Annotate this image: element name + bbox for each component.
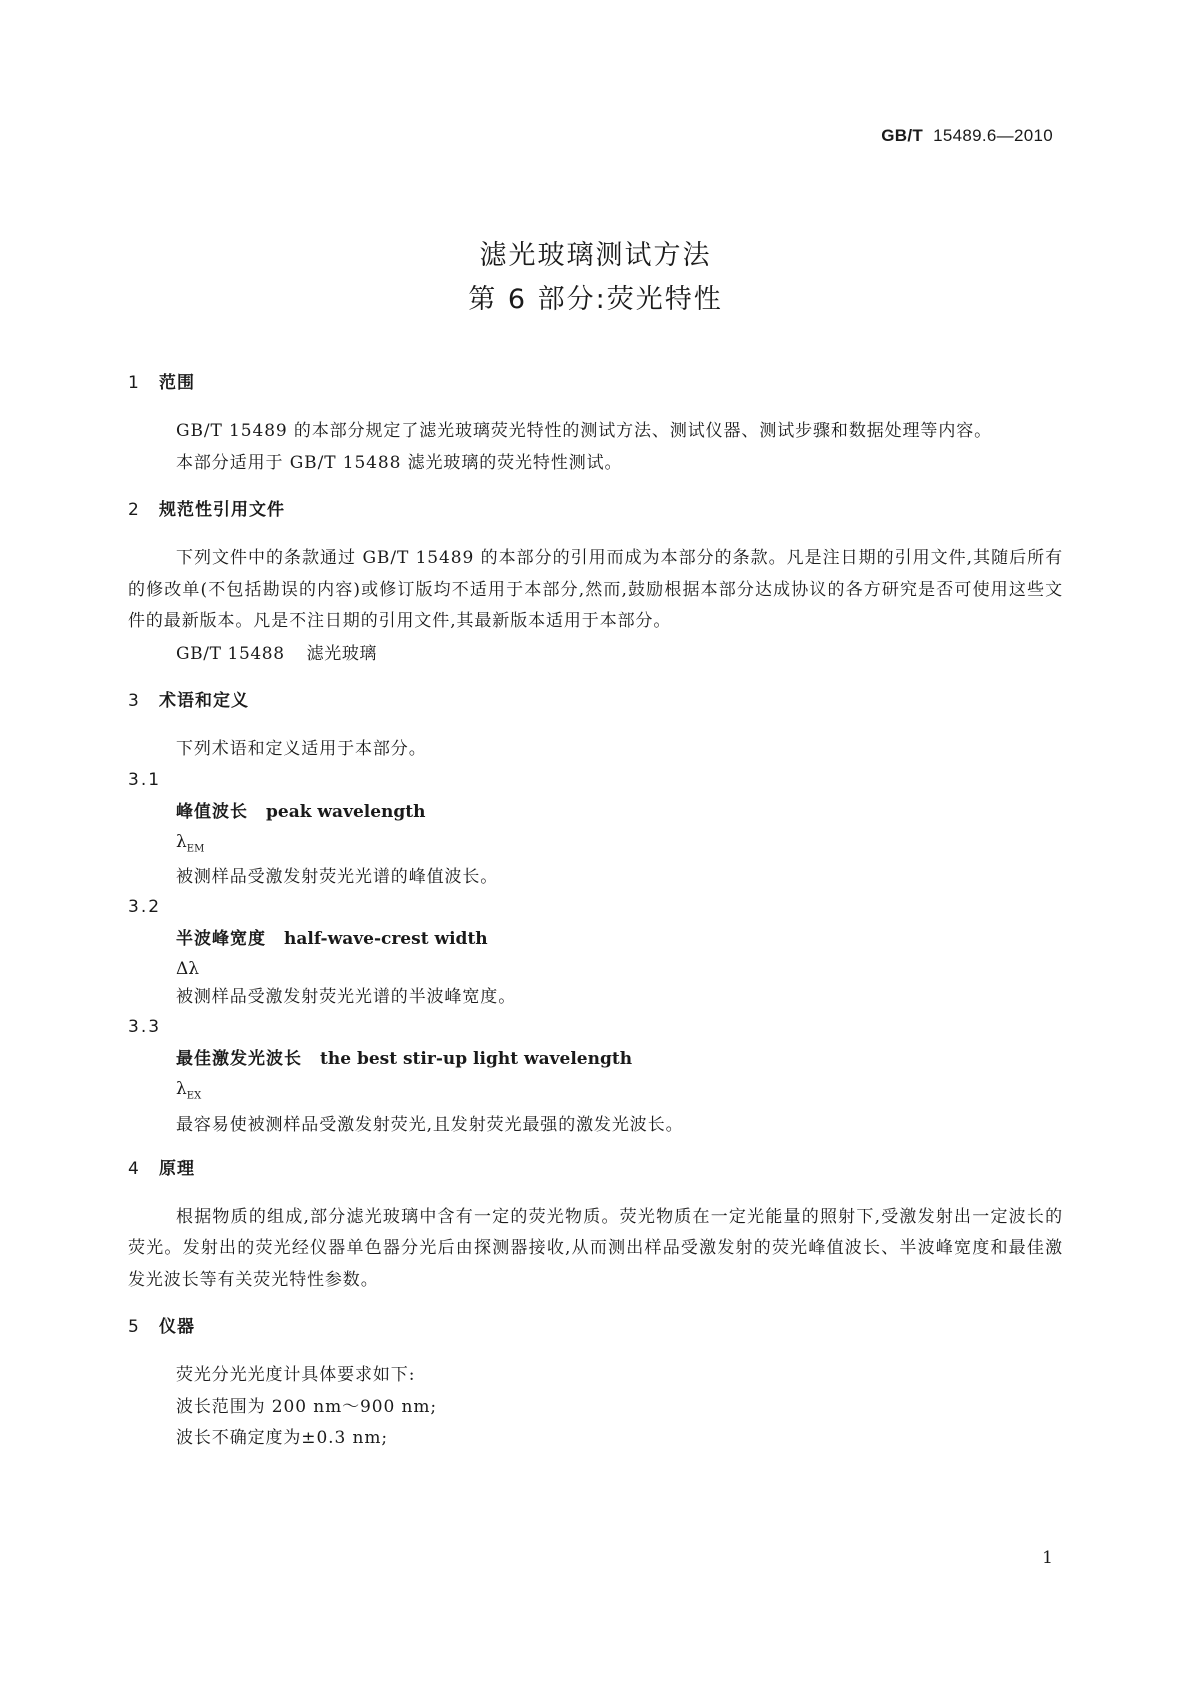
- section-principle: [128, 1158, 1063, 1297]
- standard-number-header: [881, 126, 1053, 146]
- term-number: 3.1: [128, 770, 162, 790]
- paragraph: 荧光分光光度计具体要求如下:: [176, 1365, 416, 1386]
- term-english: the best stir-up light wavelength: [320, 1049, 633, 1070]
- term-chinese: 峰值波长: [176, 802, 248, 822]
- section-heading: [128, 690, 1063, 712]
- reference-code: GB/T 15488: [176, 643, 285, 664]
- paragraph: 波长范围为 200 nm～900 nm;: [176, 1396, 437, 1417]
- section-heading: [128, 499, 1063, 521]
- section-title: 术语和定义: [159, 690, 249, 711]
- term-symbol: [128, 1076, 1063, 1109]
- term-english: peak wavelength: [266, 802, 426, 822]
- section-title: 仪器: [159, 1317, 195, 1338]
- paragraph: 本部分适用于 GB/T 15488 滤光玻璃的荧光特性测试。: [176, 452, 623, 473]
- paragraph: 根据物质的组成,部分滤光玻璃中含有一定的荧光物质。荧光物质在一定光能量的照射下,受激发射出一定波长的荧光。发射出的荧光经仪器单色器分光后由探测器接收,从而测出样品受激发射的荧光峰值波长、半波峰宽度和最佳激发光波长等有关荧光特性参数。: [128, 1206, 1063, 1290]
- section-heading: [128, 1158, 1063, 1180]
- section-number: 2: [128, 500, 140, 520]
- reference-item: [128, 638, 1063, 670]
- term-symbol: [128, 829, 1063, 862]
- symbol-base: λ: [176, 1079, 187, 1100]
- term-definition: 最容易使被测样品受激发射荧光,且发射荧光最强的激发光波长。: [176, 1114, 684, 1135]
- term-entry: [128, 892, 1063, 1012]
- term-definition: 被测样品受激发射荧光光谱的峰值波长。: [176, 867, 499, 888]
- symbol-subscript: EX: [186, 1090, 202, 1102]
- section-number: 4: [128, 1158, 140, 1179]
- standard-code: 15489.6—2010: [933, 126, 1053, 145]
- term-number: 3.3: [128, 1017, 162, 1038]
- section-instrument: [128, 1316, 1063, 1455]
- section-title: 规范性引用文件: [159, 500, 285, 520]
- document-title: 滤光玻璃测试方法: [479, 240, 712, 271]
- reference-title: 滤光玻璃: [306, 643, 378, 664]
- page-number: 1: [1042, 1548, 1053, 1568]
- term-number: 3.2: [128, 897, 162, 918]
- term-name: [128, 795, 1063, 829]
- term-english: half-wave-crest width: [284, 929, 488, 950]
- paragraph: 波长不确定度为±0.3 nm;: [176, 1428, 388, 1449]
- term-entry: [128, 765, 1063, 892]
- standard-prefix: GB/T: [881, 126, 924, 145]
- symbol-subscript: EM: [186, 843, 205, 855]
- section-number: 5: [128, 1317, 140, 1338]
- document-subtitle: 第 6 部分:荧光特性: [468, 284, 723, 315]
- paragraph: 下列术语和定义适用于本部分。: [176, 738, 427, 759]
- term-symbol: [128, 956, 1063, 982]
- section-number: 1: [128, 373, 140, 393]
- symbol-base: Δλ: [176, 959, 200, 980]
- section-terms-definitions: [128, 690, 1063, 1140]
- symbol-base: λ: [176, 832, 187, 852]
- section-title: 范围: [159, 373, 195, 393]
- term-name: [128, 1042, 1063, 1076]
- term-name: [128, 922, 1063, 956]
- document-body: [128, 372, 1063, 1469]
- term-entry: [128, 1012, 1063, 1139]
- paragraph: 下列文件中的条款通过 GB/T 15489 的本部分的引用而成为本部分的条款。凡是注日期的引用文件,其随后所有的修改单(不包括勘误的内容)或修订版均不适用于本部分,然而,鼓励根据本部分达成协议的各方研究是否可使用这些文件的最新版本。凡是不注日期的引用文件,其最新版本适用于本部分。: [128, 548, 1063, 631]
- term-definition: 被测样品受激发射荧光光谱的半波峰宽度。: [176, 987, 517, 1008]
- term-chinese: 半波峰宽度: [176, 929, 266, 950]
- section-heading: [128, 1316, 1063, 1338]
- section-number: 3: [128, 690, 140, 711]
- section-normative-references: [128, 499, 1063, 670]
- term-chinese: 最佳激发光波长: [176, 1049, 302, 1070]
- section-scope: [128, 372, 1063, 479]
- paragraph: GB/T 15489 的本部分规定了滤光玻璃荧光特性的测试方法、测试仪器、测试步骤和数据处理等内容。: [176, 421, 993, 441]
- section-heading: [128, 372, 1063, 394]
- section-title: 原理: [159, 1158, 195, 1179]
